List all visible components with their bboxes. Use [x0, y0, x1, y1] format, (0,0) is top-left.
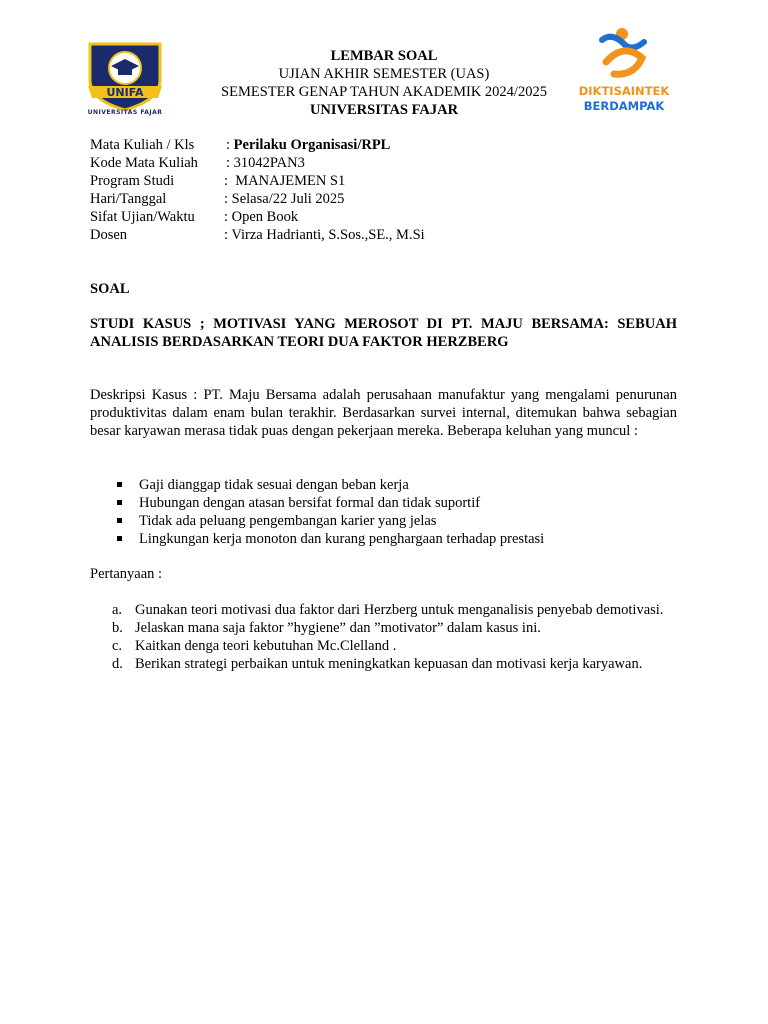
bullet-icon: [117, 500, 122, 505]
list-item: Hubungan dengan atasan bersifat formal dan tidak suportif: [90, 494, 677, 512]
unifa-caption: UNIVERSITAS FAJAR: [87, 109, 163, 116]
bullet-icon: [117, 536, 122, 541]
info-value: : 31042PAN3: [226, 155, 305, 171]
university-name: UNIVERSITAS FAJAR: [309, 102, 459, 118]
exam-type: UJIAN AKHIR SEMESTER (UAS): [278, 66, 490, 82]
info-value: : MANAJEMEN S1: [224, 173, 346, 189]
semester-info: SEMESTER GENAP TAHUN AKADEMIK 2024/2025: [221, 84, 547, 100]
question-item: c. Kaitkan denga teori kebutuhan Mc.Clelland .: [112, 638, 397, 654]
info-value: : Perilaku Organisasi/RPL: [226, 137, 391, 153]
diktisaintek-line1: DIKTISAINTEK: [578, 84, 670, 98]
info-label: Hari/Tanggal: [90, 191, 167, 207]
info-value: : Virza Hadrianti, S.Sos.,SE., M.Si: [224, 227, 425, 243]
info-label: Program Studi: [90, 173, 175, 189]
question-item: d. Berikan strategi perbaikan untuk meningkatkan kepuasan dan motivasi kerja karyawan.: [112, 656, 643, 672]
question-item: b. Jelaskan mana saja faktor ”hygiene” dan ”motivator” dalam kasus ini.: [112, 620, 541, 636]
info-label: Kode Mata Kuliah: [90, 155, 198, 171]
info-label: Mata Kuliah / Kls: [90, 137, 195, 153]
list-item: Tidak ada peluang pengembangan karier yang jelas: [90, 512, 677, 530]
bullet-icon: [117, 482, 122, 487]
complaints-list: [90, 476, 677, 548]
unifa-badge-text: UNIFA: [106, 86, 144, 99]
question-item: a. Gunakan teori motivasi dua faktor dari Herzberg untuk menganalisis penyebab demotivasi.: [112, 602, 664, 618]
case-title: STUDI KASUS ; MOTIVASI YANG MEROSOT DI PT. MAJU BERSAMA: SEBUAH ANALISIS BERDASARKAN TEORI DUA FAKTOR HERZBERG: [90, 316, 677, 350]
bullet-icon: [117, 518, 122, 523]
list-item: Gaji dianggap tidak sesuai dengan beban kerja: [90, 476, 677, 494]
list-item: Lingkungan kerja monoton dan kurang penghargaan terhadap prestasi: [90, 530, 677, 548]
case-description: Deskripsi Kasus : PT. Maju Bersama adalah perusahaan manufaktur yang mengalami penurunan produktivitas dalam enam bulan terakhir. Berdasarkan survei internal, ditemukan bahwa sebagian besar karyawan merasa tidak puas dengan pekerjaan mereka. Beberapa keluhan yang muncul :: [90, 387, 677, 439]
info-value: : Selasa/22 Juli 2025: [224, 191, 345, 207]
info-label: Sifat Ujian/Waktu: [90, 209, 195, 225]
diktisaintek-logo: [572, 22, 676, 116]
info-label: Dosen: [90, 227, 128, 243]
info-value: : Open Book: [224, 209, 299, 225]
questions-list: [90, 601, 677, 673]
diktisaintek-emblem-icon: [572, 22, 676, 82]
diktisaintek-line2: BERDAMPAK: [583, 99, 665, 113]
document-title: LEMBAR SOAL: [330, 48, 438, 64]
section-title: SOAL: [90, 281, 130, 297]
questions-label: Pertanyaan :: [90, 566, 163, 582]
